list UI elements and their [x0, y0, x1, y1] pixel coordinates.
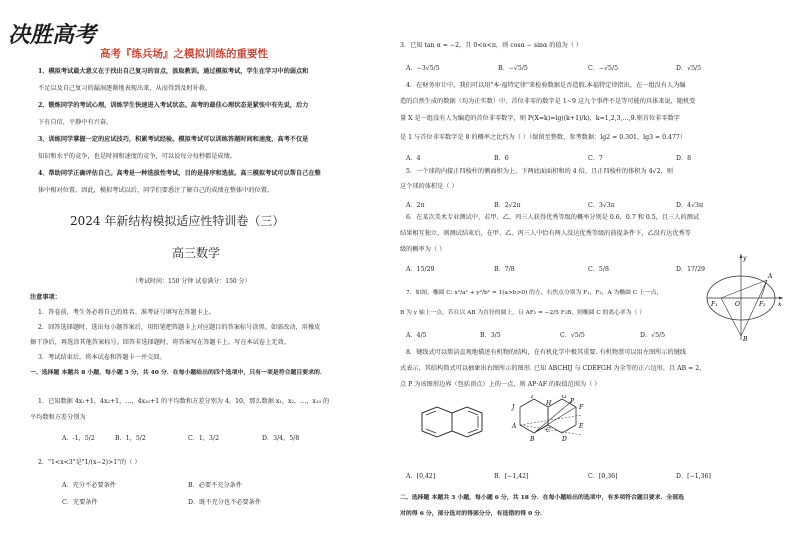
q7-option-c: C．√5/5: [560, 332, 585, 339]
q7-label-f2: F₂: [759, 301, 766, 308]
notes-item-1: 1．答卷前，考生务必将自己的姓名、准考证号填写在答题卡上。: [38, 309, 216, 316]
q5-option-d: D．4√3π: [676, 202, 704, 209]
q8-label-d: D: [562, 436, 567, 443]
notes-item-3: 擦干净后，再选涂其他答案标号。回答非选择题时，将答案写在答题卡上。写在本试卷上无效。: [30, 339, 290, 346]
q8-naphthalene-figure: [410, 405, 500, 445]
q8-label-g: G: [562, 395, 567, 400]
q7-label-y: y: [743, 255, 747, 262]
q8-option-b: B．[−1,42]: [494, 473, 529, 480]
q7-ellipse-figure: [703, 250, 785, 342]
q8-label-b: B: [530, 436, 535, 443]
q4-line-3: 量 X 是一组没有人为编造的首位非零数字，则 P(X=k)=lg((k+1)/k)，k=1,2,3,…,9.则首位非零数字: [400, 115, 680, 122]
q7-label-o: O: [735, 301, 740, 308]
q5-line-2: 这个球的体积是（ ）: [400, 183, 458, 190]
logo-text: 决胜高考: [8, 22, 97, 48]
section2-line-2: 对的得 6 分，部分选对的得部分分，有选错的得 0 分．: [400, 510, 546, 517]
q7-option-d: D．√5/5: [640, 332, 666, 339]
q2-option-b: B．必要不充分条件: [188, 482, 243, 489]
q8-label-h: H: [546, 400, 552, 407]
q7-line-2: B 为 y 轴上一点，若在以 AB 为直径的圆上，且 AF₂ = −2/5 F₂B，则椭圆 C 的离心率为（ ）: [400, 310, 646, 316]
q6-line-2: 结果相互独立，则测试结束后，在甲、乙、丙三人中恰有两人没达优秀等级的前提条件下，乙没有达优秀等: [400, 230, 691, 237]
intro-line-8: 体中相对位置。因此，模拟考试以后，同学们要悉注了解自己的成绩在整体中的位置。: [38, 187, 274, 194]
logo: [6, 18, 104, 48]
q8-line-3: 点 P 为该图形边界（包括顶点）上的一点，则 AP·AF 的取值范围为（ ）: [400, 381, 601, 388]
q7-label-b: B: [743, 336, 748, 342]
q1-line-2: 平均数和方差分别为: [30, 414, 86, 421]
q4-option-d: D．8: [676, 155, 692, 162]
q8-label-c: C: [546, 427, 551, 434]
q1-line-1: 1．已知数据 4x₁+1，4x₂+1，…，4x₁₀+1 的平均数和方差分别为 4，10，那么数据 x₁，x₂，…，x₁₀ 的: [38, 398, 330, 405]
q6-option-c: C．5/8: [588, 266, 609, 273]
q5-line-1: 5．一个球的内接正四棱柱的侧面积为上、下两底面面积和的 4 倍，且正四棱柱的体积为 4√2，则: [406, 168, 673, 175]
q4-option-a: A．4: [406, 155, 421, 162]
intro-line-4: 下有自信，平静中有兴奋。: [38, 119, 113, 126]
banner-title: 高考『练兵场』之模拟训练的重要性: [100, 48, 268, 60]
q5-option-a: A．2π: [406, 202, 425, 209]
q3-option-a: A．−3√5/5: [406, 65, 440, 72]
q7-option-a: A．4/5: [406, 332, 427, 339]
q4-option-b: B．6: [494, 155, 509, 162]
q5-option-c: C．3√3π: [588, 202, 615, 209]
exam-title: 2024 年新结构模拟适应性特训卷（三）: [70, 214, 285, 228]
exam-subject: 高三数学: [172, 246, 221, 260]
q2-option-d: D．既不充分也不必要条件: [188, 499, 262, 506]
q3-stem: 3．已知 tan α = −2，且 0<α<π，则 cosα − sinα 的值为（ ）: [400, 42, 583, 49]
q8-option-c: C．[0,36]: [588, 473, 618, 480]
q8-option-d: D．[−1,36]: [676, 473, 711, 480]
q8-line-1: 8．键线式可以简洁直观地描述有机物的结构，在有机化学中极其重要. 有机物萘可以用左图所示的键线: [406, 349, 687, 356]
q7-label-f1: F₁: [711, 301, 718, 308]
exam-info: （考试时间：150 分钟 试卷满分：150 分）: [132, 278, 251, 285]
q6-line-3: 级的概率为（ ）: [400, 246, 446, 253]
q2-stem: 2．"1<x<3"是"1/(x−2)>1"的（ ）: [38, 459, 141, 466]
q8-label-i: I: [531, 395, 534, 400]
q8-label-e: E: [579, 423, 584, 430]
q7-label-x: x: [778, 301, 782, 308]
intro-line-3: 2、锻炼同学的考试心理，训练学生快速进入考试状态。高考的最佳心理状态是紧张中有先说，后力: [38, 102, 309, 109]
logo-brush-icon: [6, 18, 104, 48]
notes-item-2: 2．回答选择题时，选出每小题答案后，用铅笔把答题卡上对应题目的答案标号涂黑。如需改动，用橡皮: [38, 324, 321, 331]
q6-line-1: 6．在某次美术专业测试中，若甲、乙、丙三人获得优秀等级的概率分别是 0.6，0.7 和 0.5，且三人的测试: [406, 214, 700, 221]
q2-option-a: A．充分不必要条件: [62, 482, 116, 489]
q4-line-2: 造的自然生成的数据（均为正实数）中，首位非零的数字是 1∼9 这九个事件不是等可能的具体来说，随机变: [400, 98, 696, 105]
q4-option-c: C．7: [588, 155, 603, 162]
q7-label-a: A: [768, 273, 773, 280]
q4-line-1: 4．在财务审计中，我们可以用"本·福特定律"来检验数据是否造假.本福特定律指出，在一组没有人为编: [406, 82, 686, 89]
q1-option-b: B．1，5/2: [115, 435, 146, 442]
notes-item-4: 3．考试结束后，将本试卷和答题卡一并交回。: [38, 354, 166, 361]
notes-heading: 注意事项：: [30, 294, 61, 301]
q1-option-d: D．3/4，5/8: [262, 435, 300, 442]
q8-label-j: J: [512, 404, 515, 411]
intro-line-2: 不足以及自己复习的漏洞逐渐地表现出来，从而得到及时补救。: [38, 85, 212, 92]
q8-option-a: A．[0,42]: [406, 473, 436, 480]
q2-option-c: C．充要条件: [62, 499, 98, 506]
q8-hexagon-figure: [502, 395, 602, 455]
q3-option-d: D．√5/5: [676, 65, 702, 72]
q8-label-a: A: [512, 423, 517, 430]
q6-option-d: D．17/29: [676, 266, 705, 273]
section2-line-1: 二、选择题 本题共 3 小题，每小题 6 分，共 18 分．在每小题给出的选项中，有多项符合题目要求．全部选: [400, 494, 685, 501]
section1-heading: 一、选择题 本题共 8 小题，每小题 5 分，共 40 分．在每小题给出的四个选项中，只有一项是符合题目要求的．: [30, 369, 326, 376]
q3-option-b: B．−√5/5: [498, 65, 528, 72]
q1-option-a: A．-1，5/2: [62, 435, 95, 442]
q7-line-1: 7．如图，椭圆 C: x²/a² + y²/b² = 1(a>b>0) 的左、右焦点分别为 F₁，F₂，A 为椭圆 C 上一点，: [406, 290, 663, 296]
q1-option-c: C．1，3/2: [188, 435, 220, 442]
q8-label-p: P: [570, 398, 575, 405]
intro-line-1: 1、模拟考试最大意义在于找出自己复习的盲点，汲取教训。通过模拟考试，学生在学习中的弱点和: [38, 68, 309, 75]
q5-option-b: B．2√2π: [494, 202, 521, 209]
q4-line-4: 是 1 与首位非零数字是 8 的概率之比约为（ ）（保留至整数，参考数据：lg2 = 0.301，lg3 = 0.477）: [400, 134, 687, 141]
q8-line-2: 式表示，其结构简式可以抽象出右图所示的图形. 已知 ABCHIJ 与 CDEFGH 为全等的正六边形，且 AB = 2，: [400, 365, 706, 372]
q3-option-c: C．−√5/5: [588, 65, 619, 72]
intro-line-5: 3、训练同学掌握一定的应试技巧，积累考试经验。模拟考试可以训练答题时间和速度，高考不仅是: [38, 136, 309, 143]
q6-option-a: A．15/29: [406, 266, 435, 273]
q8-label-f: F: [579, 404, 584, 411]
intro-line-6: 知识和水平的竞争，也是时间和速度的竞争，可以说每分每秒都是成绩。: [38, 153, 236, 160]
q6-option-b: B．7/8: [494, 266, 515, 273]
q7-option-b: B．3/5: [480, 332, 501, 339]
intro-line-7: 4、帮助同学正确评估自己。高考是一种选拔性考试，目的是排序和选拔。高三模拟考试可以帮自己在整: [38, 170, 321, 177]
